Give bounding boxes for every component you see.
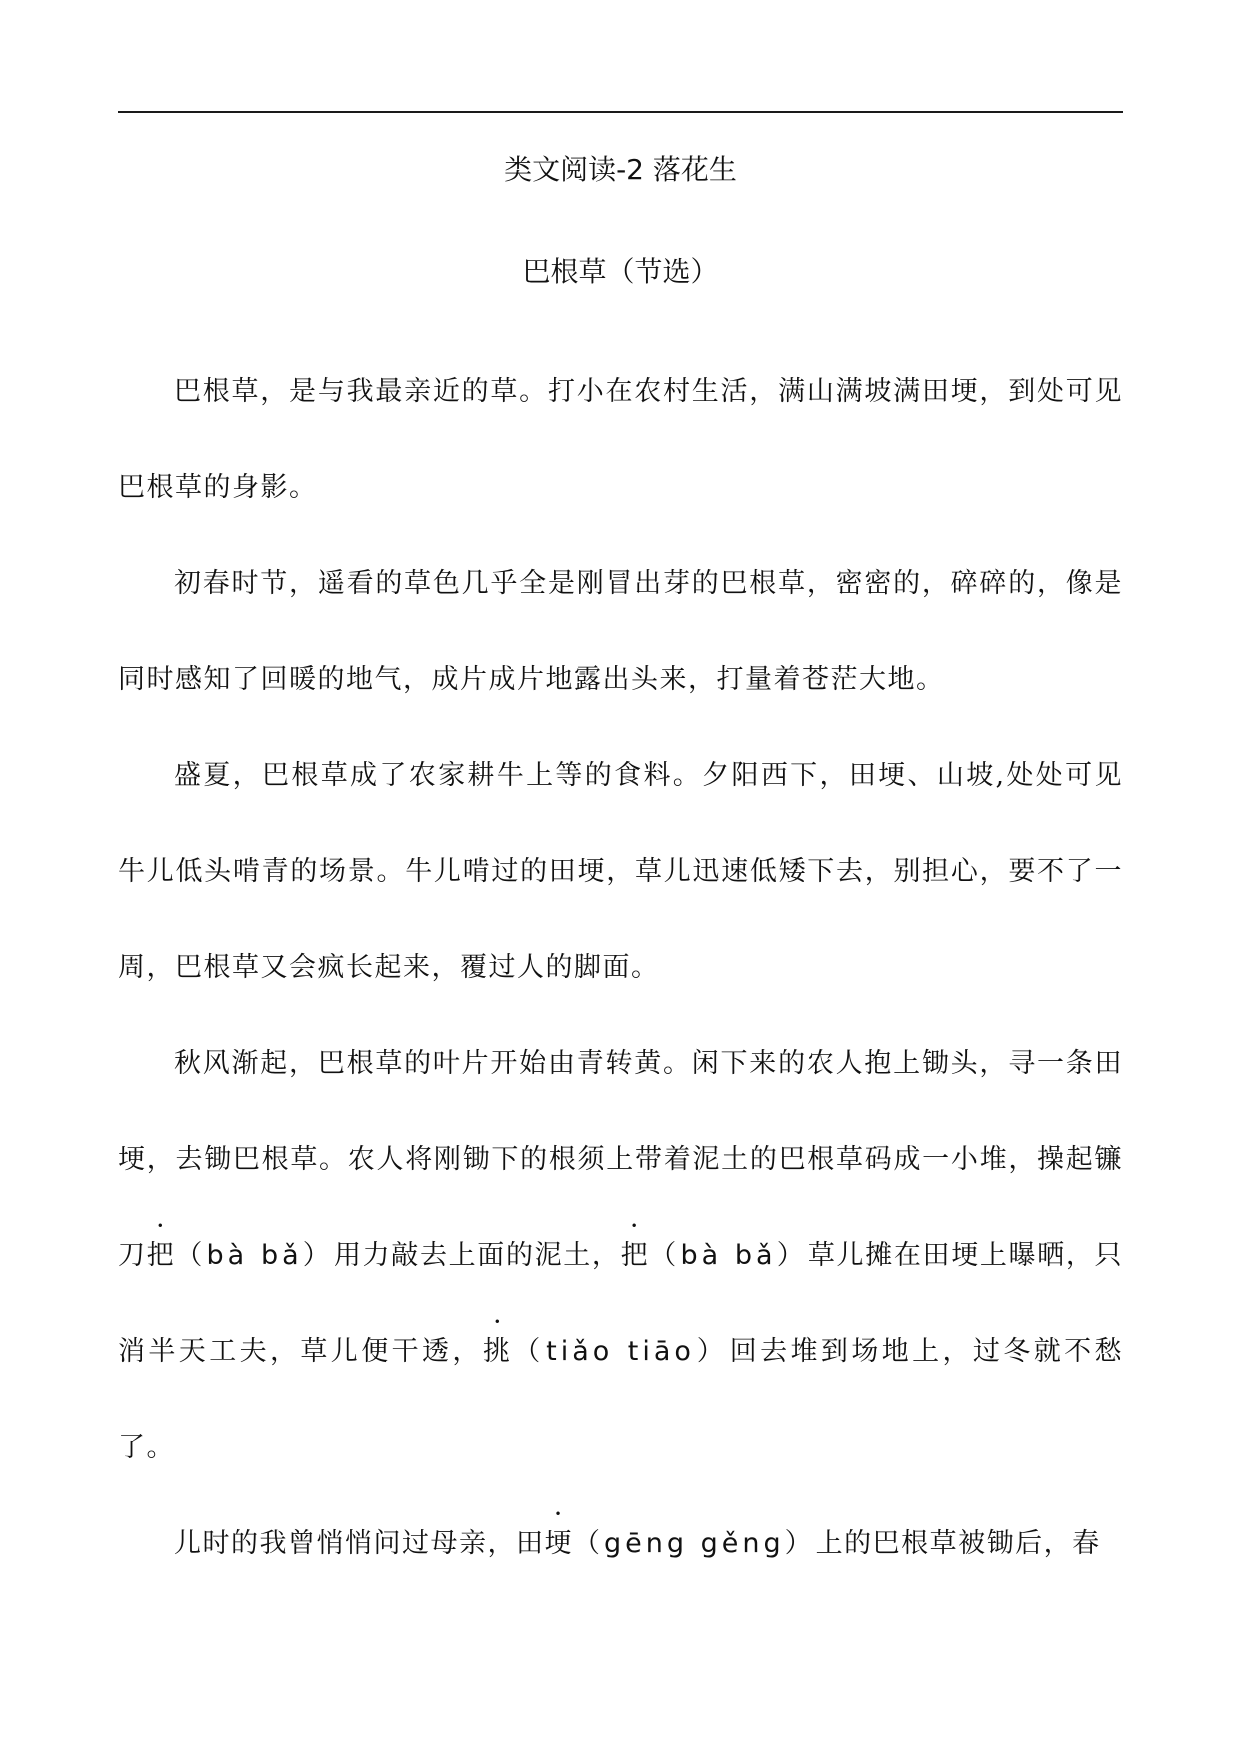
paragraph-4-text-2: 用力敲去上面的泥土， bbox=[333, 1240, 621, 1271]
article-body bbox=[118, 344, 1123, 1592]
dotted-character-geng: 埂 bbox=[544, 1528, 573, 1559]
pinyin-choice-ba-2: （bà bǎ） bbox=[649, 1240, 808, 1271]
paragraph-4-text-4: 回去堆到场地上，过冬就不愁了。 bbox=[118, 1336, 1124, 1463]
article-subtitle: 巴根草（节选） bbox=[522, 255, 719, 288]
dotted-character-ba-1: 把 bbox=[146, 1240, 176, 1271]
paragraph-3: 盛夏，巴根草成了农家耕牛上等的食料。夕阳西下，田埂、山坡,处处可见牛儿低头啃青的场景。牛儿啃过的田埂，草儿迅速低矮下去，别担心，要不了一周，巴根草又会疯长起来，覆过人的脚面。 bbox=[118, 760, 1123, 983]
paragraph-5-text-1: 儿时的我曾悄悄问过母亲，田 bbox=[174, 1528, 545, 1559]
pinyin-choice-ba-1: （bà bǎ） bbox=[175, 1240, 334, 1271]
dotted-character-ba-2: 把 bbox=[620, 1240, 650, 1271]
paragraph-4-text-1: 秋风渐起，巴根草的叶片开始由青转黄。闲下来的农人抱上锄头，寻一条田埂，去锄巴根草。农人将刚锄下的根须上带着泥土的巴根草码成一小堆，操起镰刀 bbox=[118, 1048, 1123, 1271]
paragraph-4 bbox=[118, 1016, 1123, 1496]
paragraph-5 bbox=[118, 1496, 1123, 1592]
top-divider bbox=[118, 111, 1123, 113]
paragraph-4-text-3: 草儿摊在田埂上曝晒，只消半天工夫，草儿便干透， bbox=[118, 1240, 1124, 1367]
paragraph-2: 初春时节，遥看的草色几乎全是刚冒出芽的巴根草，密密的，碎碎的，像是同时感知了回暖的地气，成片成片地露出头来，打量着苍茫大地。 bbox=[118, 568, 1123, 695]
pinyin-choice-geng: （gēng gěng） bbox=[573, 1528, 816, 1559]
paragraph-5-text-2: 上的巴根草被锄后，春 bbox=[815, 1528, 1101, 1559]
paragraph-1: 巴根草，是与我最亲近的草。打小在农村生活，满山满坡满田埂，到处可见巴根草的身影。 bbox=[118, 376, 1123, 503]
document-title: 类文阅读-2 落花生 bbox=[504, 153, 737, 186]
dotted-character-tiao: 挑 bbox=[482, 1336, 514, 1367]
pinyin-choice-tiao: （tiǎo tiāo） bbox=[513, 1336, 730, 1367]
